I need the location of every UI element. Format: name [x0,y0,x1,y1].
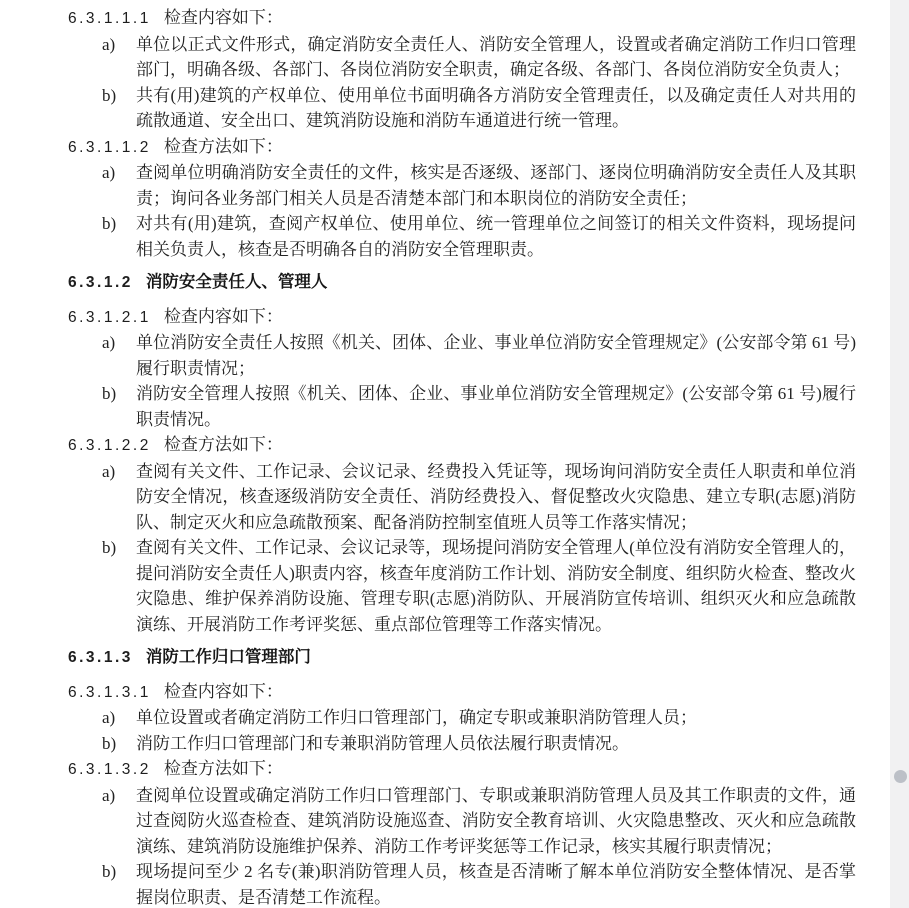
list-item [102,705,856,731]
clause-6-3-1-3-1 [68,679,856,757]
list-item [102,535,856,637]
clause-line [68,134,856,161]
section-heading-title: 消防安全责任人、管理人 [145,273,328,291]
item-marker: a) [102,163,116,182]
section-heading-number: 6.3.1.2 [68,274,133,291]
clause-items [68,705,856,756]
item-marker: a) [102,785,116,805]
item-marker: a) [102,708,116,727]
item-marker: b) [102,733,117,753]
item-text: 消防安全管理人按照《机关、团体、企业、事业单位消防安全管理规定》(公安部令第 61 号)履行职责情况。 [136,384,856,429]
clause-items [68,160,856,262]
clause-title: 检查内容如下： [163,681,283,701]
clause-items [68,330,856,432]
item-text: 消防工作归口管理部门和专兼职消防管理人员依法履行职责情况。 [136,733,629,753]
clause-6-3-1-1-2 [68,134,856,263]
clause-title: 检查内容如下： [163,306,283,326]
item-text: 现场提问至少 2 名专(兼)职消防管理人员，核查是否清晰了解本单位消防安全整体情况、是否掌握岗位职责、是否清楚工作流程。 [136,862,856,907]
item-text: 共有(用)建筑的产权单位、使用单位书面明确各方消防安全管理责任，以及确定责任人对共用的疏散通道、安全出口、建筑消防设施和消防车通道进行统一管理。 [136,85,856,130]
clause-title: 检查方法如下： [163,435,283,454]
item-text: 单位以正式文件形式，确定消防安全责任人、消防安全管理人，设置或者确定消防工作归口管理部门，明确各级、各部门、各岗位消防安全职责，确定各级、各部门、各岗位消防安全负责人； [136,34,856,79]
clause-6-3-1-3-2 [68,756,856,908]
clause-number: 6.3.1.1.2 [68,138,151,156]
clause-items [68,459,856,638]
section-heading-title: 消防工作归口管理部门 [145,648,311,666]
list-item [102,731,856,757]
item-marker: b) [102,538,117,557]
list-item [102,211,856,262]
clause-items [68,783,856,908]
item-text: 对共有(用)建筑，查阅产权单位、使用单位、统一管理单位之间签订的相关文件资料，现场提问相关负责人，核查是否明确各自的消防安全管理职责。 [136,214,856,259]
clause-line [68,304,856,331]
item-marker: b) [102,384,117,403]
clause-number: 6.3.1.1.1 [68,10,151,27]
item-text: 查阅单位设置或确定消防工作归口管理部门、专职或兼职消防管理人员及其工作职责的文件，通过查阅防火巡查检查、建筑消防设施巡查、消防安全教育培训、火灾隐患整改、灭火和应急疏散演练、建筑消防设施维护保养、消防工作考评奖惩等工作记录，核实其履行职责情况； [136,785,856,856]
scrollbar-thumb[interactable] [894,770,907,783]
list-item [102,160,856,211]
document-content [68,5,856,908]
item-marker: b) [102,862,117,881]
clause-6-3-1-1-1 [68,5,856,134]
clause-title: 检查方法如下： [163,136,283,156]
list-item [102,330,856,381]
item-marker: b) [102,85,117,105]
item-marker: a) [102,333,116,352]
item-marker: b) [102,214,117,233]
clause-6-3-1-2-1 [68,304,856,433]
item-text: 查阅单位明确消防安全责任的文件，核实是否逐级、逐部门、逐岗位明确消防安全责任人及其职责；询问各业务部门相关人员是否清楚本部门和本职岗位的消防安全责任； [136,163,856,208]
clause-title: 检查方法如下： [163,759,283,778]
section-heading-number: 6.3.1.3 [68,649,133,666]
item-text: 单位消防安全责任人按照《机关、团体、企业、事业单位消防安全管理规定》(公安部令第 61 号)履行职责情况； [136,333,856,378]
clause-line [68,5,856,32]
list-item [102,859,856,908]
clause-line [68,432,856,459]
clause-line [68,679,856,706]
list-item [102,783,856,860]
section-heading [68,270,856,296]
item-marker: a) [102,461,116,481]
clause-6-3-1-2-2 [68,432,856,637]
list-item [102,381,856,432]
clause-line [68,756,856,783]
list-item [102,83,856,134]
item-text: 查阅有关文件、工作记录、会议记录、经费投入凭证等，现场询问消防安全责任人职责和单位消防安全情况，核查逐级消防安全责任、消防经费投入、督促整改火灾隐患、建立专职(志愿)消防队、制定灭火和应急疏散预案、配备消防控制室值班人员等工作落实情况； [136,461,856,532]
clause-number: 6.3.1.3.1 [68,683,151,701]
item-text: 查阅有关文件、工作记录、会议记录等，现场提问消防安全管理人(单位没有消防安全管理人的，提问消防安全责任人)职责内容，核查年度消防工作计划、消防安全制度、组织防火检查、整改火灾隐患、维护保养消防设施、管理专职(志愿)消防队、开展消防宣传培训、组织灭火和应急疏散演练、开展消防工作考评奖惩、重点部位管理等工作落实情况。 [136,538,856,634]
clause-title: 检查内容如下： [163,8,283,27]
list-item [102,32,856,83]
item-text: 单位设置或者确定消防工作归口管理部门，确定专职或兼职消防管理人员； [136,708,697,727]
scrollbar-track[interactable] [890,0,909,908]
list-item [102,459,856,536]
clause-number: 6.3.1.2.2 [68,437,151,454]
clause-number: 6.3.1.2.1 [68,308,151,326]
clause-items [68,32,856,134]
clause-number: 6.3.1.3.2 [68,761,151,778]
item-marker: a) [102,34,116,54]
section-heading [68,645,856,671]
